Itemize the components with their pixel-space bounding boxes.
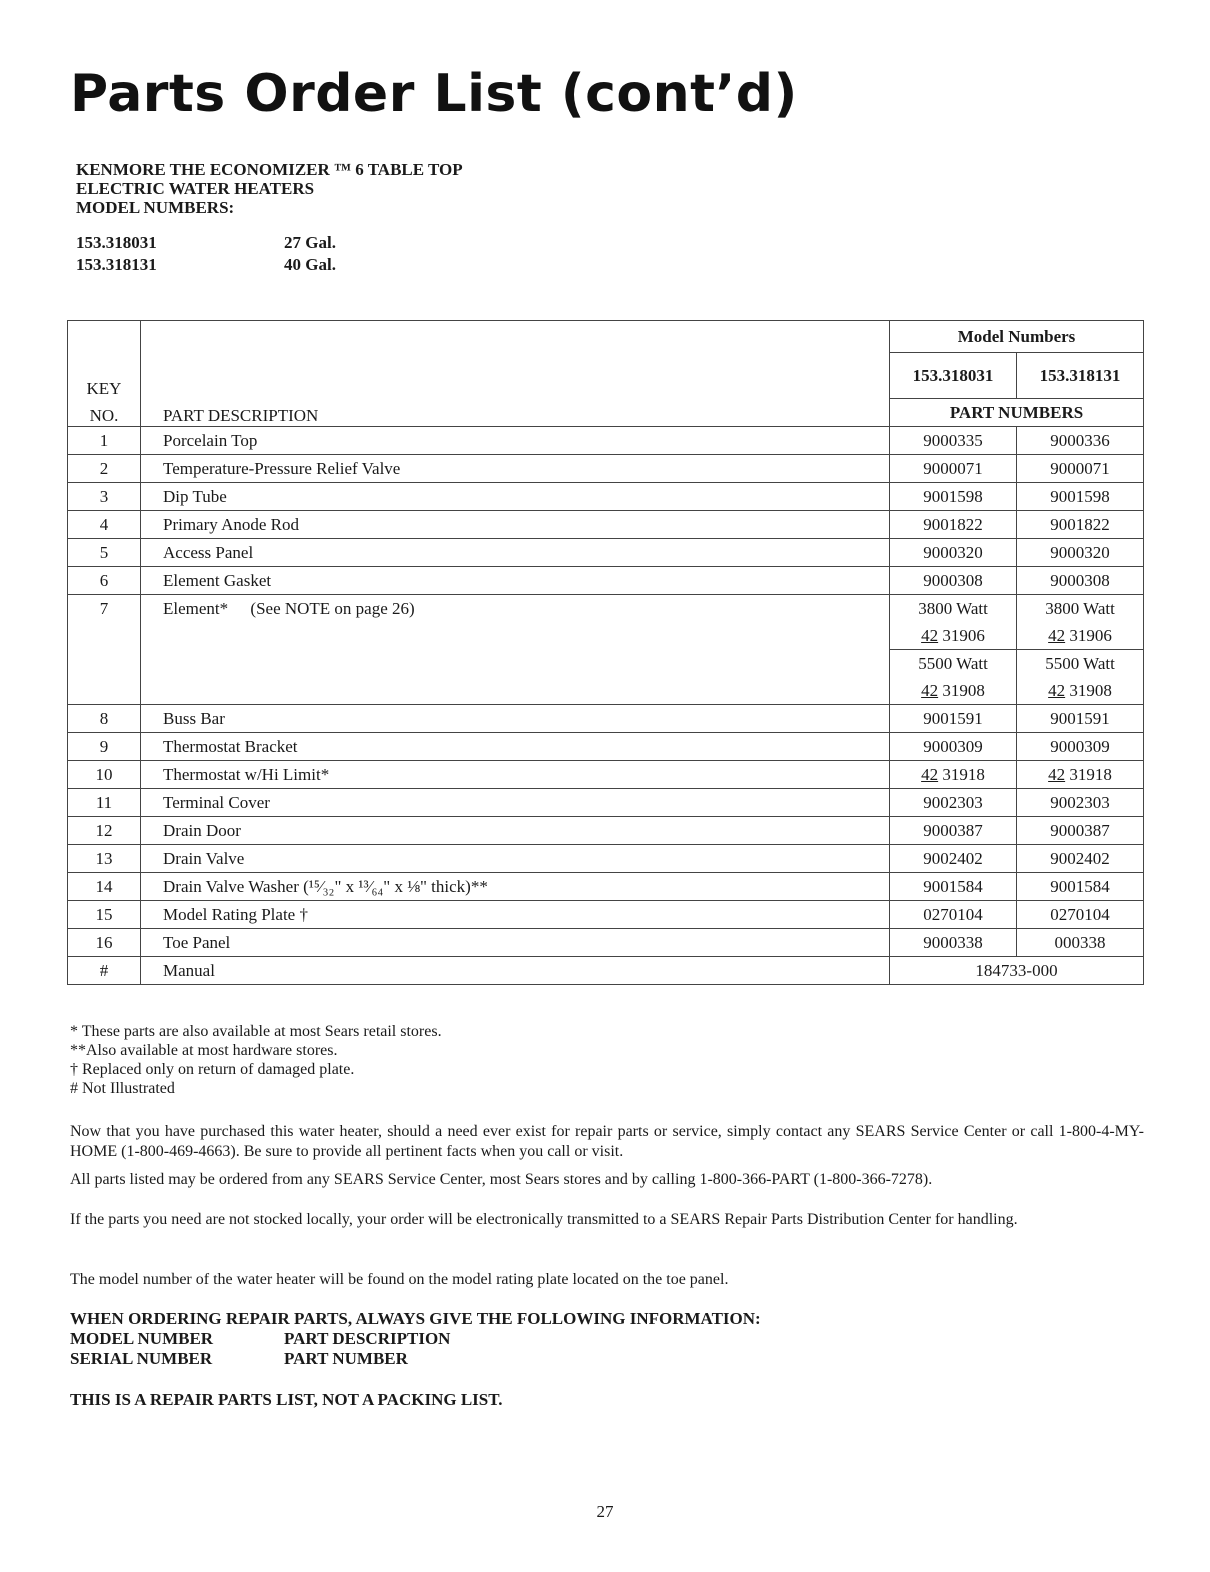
part-prefix: 42 <box>921 625 939 645</box>
key-cell: 15 <box>68 901 141 929</box>
product-header <box>76 160 463 217</box>
product-line-2: ELECTRIC WATER HEATERS <box>76 179 315 198</box>
watt-label-b: 5500 Watt <box>1017 650 1144 678</box>
part-a-cell <box>890 622 1017 650</box>
desc-cell: Manual <box>141 957 890 985</box>
key-cell: 4 <box>68 511 141 539</box>
key-cell: 13 <box>68 845 141 873</box>
desc-cell: Drain Valve Washer (¹⁵⁄₃₂" x ¹³⁄₆₄" x ⅛" thick)** <box>141 873 890 901</box>
part-number: 31918 <box>942 764 985 784</box>
table-row <box>68 845 1144 873</box>
paragraph-distribution: If the parts you need are not stocked locally, your order will be electronically transmitted to a SEARS Repair Parts Distribution Center for handling. <box>70 1211 1018 1228</box>
key-header: KEY <box>68 353 141 399</box>
watt-label-b: 3800 Watt <box>1017 595 1144 623</box>
part-b-cell <box>1017 761 1144 789</box>
key-cell: 1 <box>68 427 141 455</box>
no-header: NO. <box>68 399 141 427</box>
model-number: 153.318131 <box>76 255 157 274</box>
desc-header-spacer <box>141 321 890 353</box>
part-number: 31918 <box>1069 764 1112 784</box>
key-cell: 12 <box>68 817 141 845</box>
part-a-cell: 0270104 <box>890 901 1017 929</box>
table-row <box>68 427 1144 455</box>
key-cell: 8 <box>68 705 141 733</box>
part-a-cell: 9002303 <box>890 789 1017 817</box>
part-a-cell: 9001598 <box>890 483 1017 511</box>
table-row-element <box>68 595 1144 623</box>
paragraph-service: Now that you have purchased this water heater, should a need ever exist for repair parts or service, simply contact any SEARS Service Center or call 1-800-4-MY-HOME (1-800-469-4663). Be sure to provide all pertinent facts when you call or visit. <box>70 1123 1144 1160</box>
desc-cell: Terminal Cover <box>141 789 890 817</box>
model-list <box>76 232 336 276</box>
table-row <box>68 705 1144 733</box>
desc-cell: Thermostat w/Hi Limit* <box>141 761 890 789</box>
part-a-cell: 9001822 <box>890 511 1017 539</box>
table-row <box>68 789 1144 817</box>
desc-cell: Primary Anode Rod <box>141 511 890 539</box>
part-number: 31906 <box>1069 625 1112 645</box>
desc-cell: Drain Door <box>141 817 890 845</box>
part-b-cell: 0270104 <box>1017 901 1144 929</box>
part-b-cell: 9000336 <box>1017 427 1144 455</box>
ordering-row <box>70 1349 761 1369</box>
part-b-cell: 9002303 <box>1017 789 1144 817</box>
key-cell: # <box>68 957 141 985</box>
repair-list-note: THIS IS A REPAIR PARTS LIST, NOT A PACKING LIST. <box>70 1390 503 1409</box>
part-a-cell <box>890 677 1017 705</box>
table-row <box>68 511 1144 539</box>
table-row <box>68 901 1144 929</box>
part-a-cell: 9001591 <box>890 705 1017 733</box>
parts-table <box>67 320 1144 985</box>
model-size: 40 Gal. <box>284 255 336 274</box>
model-size: 27 Gal. <box>284 233 336 252</box>
model-b-header: 153.318131 <box>1017 353 1144 399</box>
footnote: * These parts are also available at most Sears retail stores. <box>70 1023 442 1040</box>
footnote: † Replaced only on return of damaged plate. <box>70 1061 355 1078</box>
part-a-cell: 9002402 <box>890 845 1017 873</box>
part-prefix: 42 <box>921 680 939 700</box>
part-b-cell: 9000320 <box>1017 539 1144 567</box>
table-row <box>68 483 1144 511</box>
model-numbers-header: Model Numbers <box>890 321 1144 353</box>
part-a-cell <box>890 761 1017 789</box>
part-b-cell: 9001822 <box>1017 511 1144 539</box>
table-row <box>68 817 1144 845</box>
part-prefix: 42 <box>921 764 939 784</box>
model-a-header: 153.318031 <box>890 353 1017 399</box>
paragraph-ordering: All parts listed may be ordered from any SEARS Service Center, most Sears stores and by calling 1-800-366-PART (1-800-366-7278). <box>70 1171 933 1188</box>
part-b-cell: 9000071 <box>1017 455 1144 483</box>
part-b-cell <box>1017 677 1144 705</box>
part-b-cell: 9001591 <box>1017 705 1144 733</box>
part-a-cell: 9001584 <box>890 873 1017 901</box>
desc-cell: Thermostat Bracket <box>141 733 890 761</box>
desc-cell: Element Gasket <box>141 567 890 595</box>
part-number: 31906 <box>942 625 985 645</box>
key-cell: 5 <box>68 539 141 567</box>
watt-label-a: 5500 Watt <box>890 650 1017 678</box>
desc-cell: Porcelain Top <box>141 427 890 455</box>
ordering-item: PART NUMBER <box>284 1349 408 1368</box>
page-title: Parts Order List (cont’d) <box>70 64 798 124</box>
table-row <box>68 957 1144 985</box>
ordering-item: PART DESCRIPTION <box>284 1329 451 1348</box>
key-cell: 9 <box>68 733 141 761</box>
key-header-spacer <box>68 321 141 353</box>
key-cell: 3 <box>68 483 141 511</box>
part-prefix: 42 <box>1048 764 1066 784</box>
key-cell: 10 <box>68 761 141 789</box>
key-cell: 16 <box>68 929 141 957</box>
part-b-cell: 9000309 <box>1017 733 1144 761</box>
part-b-cell: 9002402 <box>1017 845 1144 873</box>
part-a-cell: 9000071 <box>890 455 1017 483</box>
desc-cell: Dip Tube <box>141 483 890 511</box>
key-cell: 14 <box>68 873 141 901</box>
desc-cell: Toe Panel <box>141 929 890 957</box>
part-a-cell: 9000338 <box>890 929 1017 957</box>
table-row <box>68 929 1144 957</box>
part-number: 31908 <box>1069 680 1112 700</box>
part-b-cell <box>1017 622 1144 650</box>
table-row <box>68 455 1144 483</box>
footnotes <box>70 1022 442 1098</box>
model-row <box>76 254 336 276</box>
desc-cell: Temperature-Pressure Relief Valve <box>141 455 890 483</box>
desc-cell: Drain Valve <box>141 845 890 873</box>
table-row <box>68 539 1144 567</box>
part-b-cell: 9000387 <box>1017 817 1144 845</box>
desc-cell <box>141 595 890 705</box>
element-note: (See NOTE on page 26) <box>250 599 415 618</box>
footnote: # Not Illustrated <box>70 1080 175 1097</box>
desc-header-spacer-2 <box>141 353 890 399</box>
desc-cell: Buss Bar <box>141 705 890 733</box>
part-number: 31908 <box>942 680 985 700</box>
desc-cell: Model Rating Plate † <box>141 901 890 929</box>
page-number: 27 <box>596 1502 614 1521</box>
watt-label-a: 3800 Watt <box>890 595 1017 623</box>
part-a-cell: 9000387 <box>890 817 1017 845</box>
part-description-header: PART DESCRIPTION <box>141 399 890 427</box>
table-row <box>68 567 1144 595</box>
product-line-1: KENMORE THE ECONOMIZER ™ 6 TABLE TOP <box>76 160 463 179</box>
part-a-cell: 9000308 <box>890 567 1017 595</box>
part-a-cell: 9000309 <box>890 733 1017 761</box>
table-row <box>68 733 1144 761</box>
part-b-cell: 9000308 <box>1017 567 1144 595</box>
part-numbers-header: PART NUMBERS <box>890 399 1144 427</box>
manual-number-cell: 184733-000 <box>890 957 1144 985</box>
part-prefix: 42 <box>1048 680 1066 700</box>
table-row <box>68 873 1144 901</box>
part-a-cell: 9000335 <box>890 427 1017 455</box>
part-a-cell: 9000320 <box>890 539 1017 567</box>
key-cell: 6 <box>68 567 141 595</box>
ordering-item: MODEL NUMBER <box>70 1329 214 1348</box>
ordering-info <box>70 1309 761 1369</box>
ordering-heading: WHEN ORDERING REPAIR PARTS, ALWAYS GIVE THE FOLLOWING INFORMATION: <box>70 1309 761 1328</box>
element-desc: Element* <box>163 599 229 618</box>
key-cell: 11 <box>68 789 141 817</box>
key-cell: 2 <box>68 455 141 483</box>
paragraph-model-location: The model number of the water heater will be found on the model rating plate located on the toe panel. <box>70 1271 729 1288</box>
model-number: 153.318031 <box>76 233 157 252</box>
part-b-cell: 000338 <box>1017 929 1144 957</box>
ordering-item: SERIAL NUMBER <box>70 1349 213 1368</box>
part-b-cell: 9001598 <box>1017 483 1144 511</box>
part-b-cell: 9001584 <box>1017 873 1144 901</box>
footnote: **Also available at most hardware stores. <box>70 1042 338 1059</box>
product-line-3: MODEL NUMBERS: <box>76 198 235 217</box>
model-row <box>76 232 336 254</box>
ordering-row <box>70 1329 761 1349</box>
part-prefix: 42 <box>1048 625 1066 645</box>
key-cell: 7 <box>68 595 141 705</box>
desc-cell: Access Panel <box>141 539 890 567</box>
table-row <box>68 761 1144 789</box>
